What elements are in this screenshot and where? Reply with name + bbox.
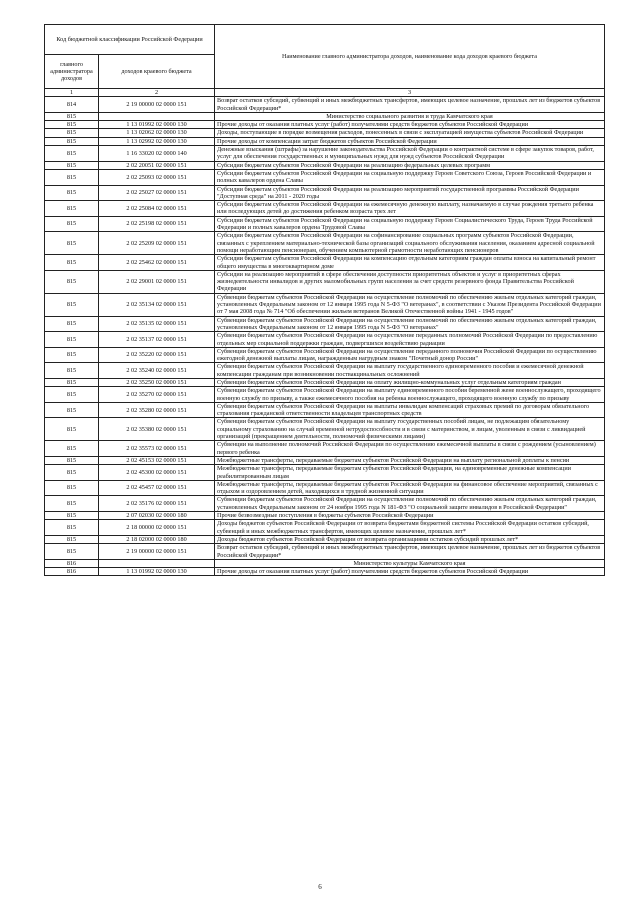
income-code-cell: 2 02 29001 02 0000 151 [99,270,215,293]
income-name-cell: Межбюджетные трансферты, передаваемые бюджетам субъектов Российской Федерации на выплату региональной доплаты к пенсии [215,456,605,464]
admin-code-cell: 815 [45,185,99,201]
column-number-1: 1 [45,89,99,97]
admin-code-cell: 814 [45,97,99,113]
income-name-cell: Субвенции бюджетам субъектов Российской Федерации на оплату жилищно-коммунальных услуг отдельным категориям граждан [215,378,605,386]
admin-code-cell: 815 [45,363,99,379]
admin-code-cell: 815 [45,512,99,520]
admin-code-cell: 815 [45,121,99,129]
admin-code-cell: 815 [45,232,99,255]
income-code-cell [99,559,215,567]
table-row [45,441,605,457]
income-code-cell: 2 02 35240 02 0000 151 [99,363,215,379]
income-name-cell: Министерство социального развития и труда Камчатского края [215,112,605,120]
income-code-cell: 2 02 35220 02 0000 151 [99,347,215,363]
income-code-cell: 2 02 35280 02 0000 151 [99,402,215,418]
admin-code-cell: 815 [45,255,99,271]
column-numbers-row [45,89,605,97]
table-row [45,161,605,169]
revenue-table [44,24,605,576]
table-row [45,146,605,162]
table-row [45,535,605,543]
table-header-row [45,25,605,55]
column-number-3: 3 [215,89,605,97]
income-name-cell: Субсидии бюджетам субъектов Российской Федерации на реализацию мероприятий государственной программы Российской Федерации "Доступная среда" на 2011 - 2020 годы [215,185,605,201]
income-code-cell: 2 02 35135 02 0000 151 [99,316,215,332]
admin-code-cell: 815 [45,332,99,348]
admin-code-cell: 815 [45,535,99,543]
table-row [45,137,605,145]
income-name-cell: Субвенции бюджетам субъектов Российской Федерации на выплату государственных пособий лицам, не подлежащим обязательному социальному страхованию на случай временной нетрудоспособности и в связи с материнством, и лицам, уволенным в связи с ликвидацией организаций (прекращением деятельности, полномочий физическими лицами) [215,418,605,441]
table-row [45,185,605,201]
table-row [45,347,605,363]
income-code-cell: 2 02 35250 02 0000 151 [99,378,215,386]
income-code-cell: 1 13 02062 02 0000 130 [99,129,215,137]
income-code-cell: 2 19 00000 02 0000 151 [99,97,215,113]
admin-code-cell: 815 [45,402,99,418]
page-number: 6 [318,883,322,891]
income-code-cell: 2 02 25198 02 0000 151 [99,216,215,232]
table-row [45,129,605,137]
table-row [45,97,605,113]
income-code-cell: 2 18 00000 02 0000 151 [99,520,215,536]
admin-code-cell: 815 [45,456,99,464]
income-name-cell: Субвенции бюджетам субъектов Российской Федерации на выплату единовременного пособия беременной жене военнослужащего, проходящего военную службу по призыву, а также ежемесячного пособия на ребенка военнослужащего, проходящего военную службу по призыву [215,387,605,403]
admin-code-cell: 815 [45,418,99,441]
admin-code-cell: 815 [45,201,99,217]
table-row [45,559,605,567]
table-row [45,201,605,217]
admin-code-cell: 815 [45,496,99,512]
income-name-cell: Возврат остатков субсидий, субвенций и иных межбюджетных трансфертов, имеющих целевое назначение, прошлых лет из бюджетов субъектов Российской Федерации* [215,97,605,113]
income-code-cell: 2 02 25209 02 0000 151 [99,232,215,255]
admin-code-cell: 815 [45,520,99,536]
income-code-cell: 2 18 02000 02 0000 180 [99,535,215,543]
admin-code-cell: 815 [45,112,99,120]
admin-code-cell: 815 [45,465,99,481]
column-number-2: 2 [99,89,215,97]
income-name-cell: Субсидии бюджетам субъектов Российской Федерации на софинансирование социальных программ субъектов Российской Федерации, связанных с укреплением материально-технической базы организаций социального обслуживания населения, оказанием адресной социальной помощи неработающим пенсионерам, обучением компьютерной грамотности неработающих пенсионеров [215,232,605,255]
table-row [45,121,605,129]
income-name-cell: Прочие доходы от оказания платных услуг (работ) получателями средств бюджетов субъектов Российской Федерации [215,568,605,576]
table-row [45,232,605,255]
table-row [45,293,605,316]
income-name-cell: Прочие безвозмездные поступления в бюджеты субъектов Российской Федерации [215,512,605,520]
admin-code-cell: 815 [45,137,99,145]
income-code-cell: 2 07 02030 02 0000 180 [99,512,215,520]
table-row [45,387,605,403]
admin-code-cell: 815 [45,146,99,162]
income-code-cell: 2 02 20051 02 0000 151 [99,161,215,169]
admin-code-cell: 815 [45,270,99,293]
income-name-cell: Доходы бюджетов субъектов Российской Федерации от возврата бюджетами бюджетной системы Российской Федерации остатков субсидий, субвенций и иных межбюджетных трансфертов, имеющих целевое назначение, прошлых лет* [215,520,605,536]
income-code-cell: 1 16 33020 02 0000 140 [99,146,215,162]
table-row [45,255,605,271]
income-name-cell: Прочие доходы от компенсации затрат бюджетов субъектов Российской Федерации [215,137,605,145]
header-admin-column: главного администратора доходов [45,55,99,89]
admin-code-cell: 815 [45,441,99,457]
table-row [45,456,605,464]
header-income-column: доходов краевого бюджета [99,55,215,89]
income-code-cell: 1 13 01992 02 0000 130 [99,568,215,576]
admin-code-cell: 815 [45,293,99,316]
income-name-cell: Субсидии бюджетам субъектов Российской Федерации на реализацию федеральных целевых программ [215,161,605,169]
income-code-cell: 2 02 25027 02 0000 151 [99,185,215,201]
admin-code-cell: 816 [45,568,99,576]
table-row [45,216,605,232]
table-row [45,316,605,332]
income-code-cell: 2 02 25084 02 0000 151 [99,201,215,217]
header-name-column: Наименование главного администратора доходов, наименование кода доходов краевого бюджета [215,25,605,89]
income-name-cell: Доходы бюджетов субъектов Российской Федерации от возврата организациями остатков субсидий прошлых лет* [215,535,605,543]
income-name-cell: Межбюджетные трансферты, передаваемые бюджетам субъектов Российской Федерации на финансовое обеспечение мероприятий, связанных с отдыхом и оздоровлением детей, находящихся в трудной жизненной ситуации [215,480,605,496]
table-row [45,568,605,576]
admin-code-cell: 816 [45,559,99,567]
income-code-cell: 2 02 35573 02 0000 151 [99,441,215,457]
table-row [45,378,605,386]
income-name-cell: Доходы, поступающие в порядке возмещения расходов, понесенных в связи с эксплуатацией имущества субъектов Российской Федерации [215,129,605,137]
table-row [45,480,605,496]
admin-code-cell: 815 [45,378,99,386]
admin-code-cell: 815 [45,216,99,232]
income-name-cell: Прочие доходы от оказания платных услуг (работ) получателями средств бюджетов субъектов Российской Федерации [215,121,605,129]
table-row [45,402,605,418]
table-row [45,332,605,348]
table-row [45,496,605,512]
admin-code-cell: 815 [45,161,99,169]
income-code-cell: 1 13 01992 02 0000 130 [99,121,215,129]
table-row [45,270,605,293]
table-row [45,512,605,520]
income-name-cell: Субвенции бюджетам субъектов Российской Федерации на осуществление переданных полномочий Российской Федерации по предоставлению отдельных мер социальной поддержки граждан, подвергшихся воздействию радиации [215,332,605,348]
income-code-cell: 2 02 35176 02 0000 151 [99,496,215,512]
income-code-cell: 2 02 35380 02 0000 151 [99,418,215,441]
admin-code-cell: 815 [45,480,99,496]
income-name-cell: Субсидии бюджетам субъектов Российской Федерации на социальную поддержку Героев Социалистического Труда, Героев Труда Российской Федерации и полных кавалеров ордена Трудовой Славы [215,216,605,232]
header-code-group: Код бюджетной классификации Российской Федерации [45,25,215,55]
admin-code-cell: 815 [45,169,99,185]
income-code-cell: 2 02 25093 02 0000 151 [99,169,215,185]
income-code-cell: 2 02 45457 02 0000 151 [99,480,215,496]
admin-code-cell: 815 [45,129,99,137]
income-name-cell: Субсидии на реализацию мероприятий в сфере обеспечения доступности приоритетных объектов и услуг в приоритетных сферах жизнедеятельности инвалидов и других маломобильных групп населения за счет средств резервного фонда Правительства Российской Федерации [215,270,605,293]
income-code-cell: 2 02 35270 02 0000 151 [99,387,215,403]
income-name-cell: Субвенции на выполнение полномочий Российской Федерации по осуществлению ежемесячной выплаты в связи с рождением (усыновлением) первого ребенка [215,441,605,457]
admin-code-cell: 815 [45,387,99,403]
table-row [45,363,605,379]
table-row [45,544,605,560]
table-row [45,169,605,185]
income-name-cell: Субвенции бюджетам субъектов Российской Федерации на осуществление полномочий по обеспечению жильем отдельных категорий граждан, установленных Федеральным законом от 24 ноября 1995 года N 181-ФЗ "О социальной защите инвалидов в Российской Федерации" [215,496,605,512]
income-name-cell: Министерство культуры Камчатского края [215,559,605,567]
income-name-cell: Субвенции бюджетам субъектов Российской Федерации на осуществление переданного полномочия Российской Федерации по осуществлению ежегодной денежной выплаты лицам, награжденным нагрудным знаком "Почетный донор России" [215,347,605,363]
income-code-cell: 2 02 45300 02 0000 151 [99,465,215,481]
income-code-cell: 2 02 25462 02 0000 151 [99,255,215,271]
income-name-cell: Возврат остатков субсидий, субвенций и иных межбюджетных трансфертов, имеющих целевое назначение, прошлых лет из бюджетов субъектов Российской Федерации* [215,544,605,560]
table-row [45,418,605,441]
income-code-cell: 2 02 35134 02 0000 151 [99,293,215,316]
admin-code-cell: 815 [45,316,99,332]
income-name-cell: Субсидии бюджетам субъектов Российской Федерации на компенсацию отдельным категориям граждан оплаты взноса на капитальный ремонт общего имущества в многоквартирном доме [215,255,605,271]
table-row [45,112,605,120]
admin-code-cell: 815 [45,347,99,363]
income-code-cell: 2 02 45153 02 0000 151 [99,456,215,464]
admin-code-cell: 815 [45,544,99,560]
income-name-cell: Субсидии бюджетам субъектов Российской Федерации на социальную поддержку Героев Советского Союза, Героев Российской Федерации и полных кавалеров ордена Славы [215,169,605,185]
income-name-cell: Субвенции бюджетам субъектов Российской Федерации на осуществление полномочий по обеспечению жильем отдельных категорий граждан, установленных Федеральным законом от 12 января 1995 года N 5-ФЗ "О ветеранах" [215,316,605,332]
table-row [45,520,605,536]
table-row [45,465,605,481]
income-code-cell: 1 13 02992 02 0000 130 [99,137,215,145]
income-name-cell: Денежные взыскания (штрафы) за нарушение законодательства Российской Федерации о контрактной системе в сфере закупок товаров, работ, услуг для обеспечения государственных и муниципальных нужд для нужд субъектов Российской Федерации [215,146,605,162]
income-code-cell: 2 19 00000 02 0000 151 [99,544,215,560]
income-code-cell: 2 02 35137 02 0000 151 [99,332,215,348]
income-name-cell: Субсидии бюджетам субъектов Российской Федерации на ежемесячную денежную выплату, назначаемую в случае рождения третьего ребенка или последующих детей до достижения ребенком возраста трех лет [215,201,605,217]
income-name-cell: Межбюджетные трансферты, передаваемые бюджетам субъектов Российской Федерации, на единовременные денежные компенсации реабилитированным лицам [215,465,605,481]
income-name-cell: Субвенции бюджетам субъектов Российской Федерации на выплаты инвалидам компенсаций страховых премий по договорам обязательного страхования гражданской ответственности владельцев транспортных средств [215,402,605,418]
income-code-cell [99,112,215,120]
income-name-cell: Субвенции бюджетам субъектов Российской Федерации на осуществление полномочий по обеспечению жильем отдельных категорий граждан, установленных Федеральным законом от 12 января 1995 года N 5-ФЗ "О ветеранах", в соответствии с Указом Президента Российской Федерации от 7 мая 2008 года № 714 "Об обеспечении жильем ветеранов Великой Отечественной войны 1941 - 1945 годов" [215,293,605,316]
income-name-cell: Субвенции бюджетам субъектов Российской Федерации на выплату государственного единовременного пособия и ежемесячной денежной компенсации гражданам при возникновении поствакцинальных осложнений [215,363,605,379]
